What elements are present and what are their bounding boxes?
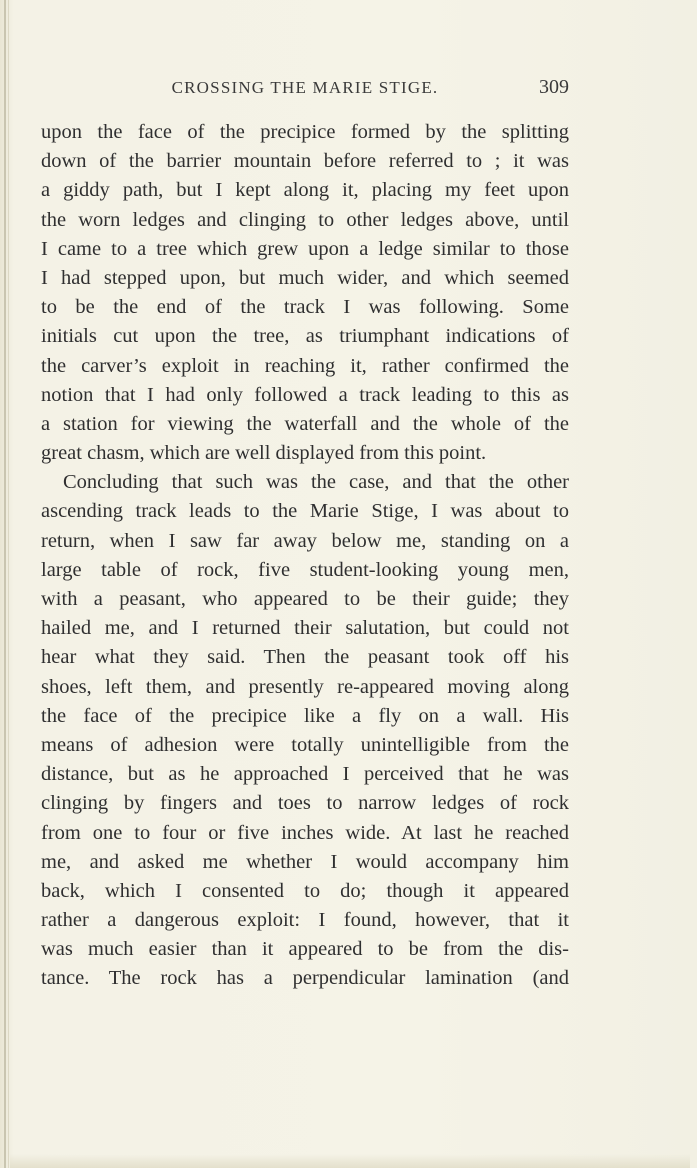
text-line: distance, but as he approached I perceived that he was (41, 763, 569, 786)
text-line: a giddy path, but I kept along it, placing my feet upon (41, 179, 569, 202)
text-line: notion that I had only followed a track leading to this as (41, 383, 569, 406)
text-line: back, which I consented to do; though it appeared (41, 879, 569, 902)
text-line: hailed me, and I returned their salutation, but could not (41, 617, 569, 640)
text-line: initials cut upon the tree, as triumphant indications of (41, 325, 569, 348)
text-line: I had stepped upon, but much wider, and which seemed (41, 266, 569, 289)
running-head-title: CROSSING THE MARIE STIGE. (171, 78, 439, 97)
text-line: the face of the precipice like a fly on a wall. His (41, 704, 569, 727)
text-line: shoes, left them, and presently re-appeared moving along (41, 675, 569, 698)
text-line: the worn ledges and clinging to other ledges above, until (41, 208, 569, 231)
text-line: means of adhesion were totally unintelligible from the (41, 733, 569, 756)
text-line: tance. The rock has a perpendicular lamination (and (41, 967, 569, 990)
text-line: clinging by fingers and toes to narrow ledges of rock (41, 792, 569, 815)
text-line: me, and asked me whether I would accompany him (41, 850, 569, 873)
text-line: rather a dangerous exploit: I found, however, that it (41, 909, 569, 932)
body-text (41, 118, 569, 994)
text-line: from one to four or five inches wide. At last he reached (41, 821, 569, 844)
text-line: return, when I saw far away below me, standing on a (41, 529, 569, 552)
page-bottom-edge (10, 1154, 690, 1168)
text-line: large table of rock, five student-looking young men, (41, 558, 569, 581)
text-line: Concluding that such was the case, and that the other (63, 471, 569, 494)
page-gutter-edge (4, 0, 6, 1168)
text-line: down of the barrier mountain before referred to ; it was (41, 150, 569, 173)
text-line: upon the face of the precipice formed by the splitting (41, 121, 569, 143)
page-number: 309 (539, 76, 569, 98)
text-line: was much easier than it appeared to be from the dis- (41, 938, 569, 961)
text-line: a station for viewing the waterfall and the whole of the (41, 412, 569, 435)
text-line: the carver’s exploit in reaching it, rather confirmed the (41, 354, 569, 377)
text-line: I came to a tree which grew upon a ledge similar to those (41, 237, 569, 260)
text-line: ascending track leads to the Marie Stige, I was about to (41, 500, 569, 523)
text-line: to be the end of the track I was following. Some (41, 296, 569, 319)
text-line: with a peasant, who appeared to be their guide; they (41, 588, 569, 610)
text-line: great chasm, which are well displayed from this point. (41, 442, 487, 465)
page-gutter-shadow (8, 0, 9, 1168)
text-line: hear what they said. Then the peasant took off his (41, 646, 569, 669)
running-head (41, 76, 569, 106)
